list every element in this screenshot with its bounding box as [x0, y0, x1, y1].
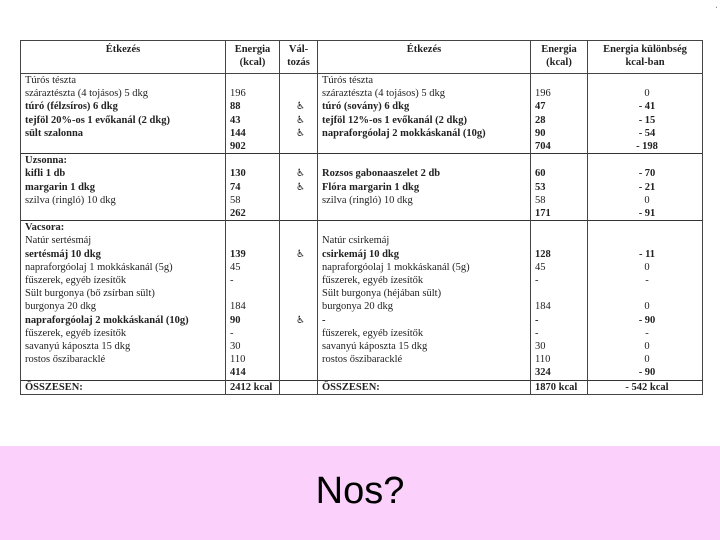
kcal-left-cell: 902 — [226, 140, 280, 154]
food-right-cell: savanyú káposzta 15 dkg — [318, 340, 531, 353]
wheelchair-icon: ♿ — [296, 248, 305, 260]
kcal-left-cell: 184 — [226, 300, 280, 313]
kcal-left-cell — [226, 221, 280, 235]
diff-cell: - 54 — [588, 127, 703, 140]
section-label: Vacsora: — [21, 221, 226, 235]
food-right-cell: csirkemáj 10 dkg — [318, 248, 531, 261]
total-change-cell — [280, 380, 318, 394]
table-row — [21, 100, 703, 113]
food-left-cell: sertésmáj 10 dkg — [21, 248, 226, 261]
change-icon — [280, 100, 318, 113]
diff-cell: - 198 — [588, 140, 703, 154]
meal-comparison-table — [20, 40, 703, 395]
food-right-cell: napraforgóolaj 1 mokkáskanál (5g) — [318, 261, 531, 274]
change-cell — [280, 287, 318, 300]
total-kcal-right: 1870 kcal — [531, 380, 588, 394]
corner-mark: . — [714, 0, 718, 11]
kcal-left-cell: 90 — [226, 314, 280, 327]
header-energy-left: Energia (kcal) — [226, 41, 280, 74]
diff-cell: - 90 — [588, 366, 703, 380]
table-row — [21, 221, 703, 235]
food-right-cell: rostos őszibaracklé — [318, 353, 531, 366]
food-left-cell: Natúr sertésmáj — [21, 234, 226, 247]
food-right-cell: fűszerek, egyéb ízesítők — [318, 327, 531, 340]
kcal-left-cell: 139 — [226, 248, 280, 261]
total-label-left: ÖSSZESEN: — [21, 380, 226, 394]
wheelchair-icon: ♿ — [296, 181, 305, 193]
total-label-right: ÖSSZESEN: — [318, 380, 531, 394]
change-cell — [280, 300, 318, 313]
table-header-row — [21, 41, 703, 74]
food-right-cell: Flóra margarin 1 dkg — [318, 181, 531, 194]
change-icon — [280, 114, 318, 127]
diff-cell: 0 — [588, 300, 703, 313]
kcal-left-cell: 88 — [226, 100, 280, 113]
food-right-cell: tejföl 12%-os 1 evőkanál (2 dkg) — [318, 114, 531, 127]
kcal-right-cell: 196 — [531, 87, 588, 100]
kcal-left-cell: 144 — [226, 127, 280, 140]
kcal-left-cell: 43 — [226, 114, 280, 127]
header-change: Vál- tozás — [280, 41, 318, 74]
kcal-right-cell: - — [531, 327, 588, 340]
table-row — [21, 74, 703, 88]
change-icon — [280, 127, 318, 140]
change-cell — [280, 154, 318, 168]
kcal-left-cell — [226, 154, 280, 168]
kcal-left-cell: 110 — [226, 353, 280, 366]
food-left-cell: sült szalonna — [21, 127, 226, 140]
header-energy-right: Energia (kcal) — [531, 41, 588, 74]
food-right-cell: túró (sovány) 6 dkg — [318, 100, 531, 113]
diff-cell — [588, 221, 703, 235]
food-left-cell: száraztészta (4 tojásos) 5 dkg — [21, 87, 226, 100]
table-row — [21, 194, 703, 207]
diff-cell: - 11 — [588, 248, 703, 261]
kcal-left-cell — [226, 287, 280, 300]
kcal-right-cell: 171 — [531, 207, 588, 221]
kcal-left-cell — [226, 74, 280, 88]
food-left-cell: savanyú káposzta 15 dkg — [21, 340, 226, 353]
food-left-cell: fűszerek, egyéb ízesítők — [21, 327, 226, 340]
kcal-left-cell: 196 — [226, 87, 280, 100]
table-row — [21, 140, 703, 154]
diff-cell: 0 — [588, 194, 703, 207]
kcal-right-cell — [531, 74, 588, 88]
kcal-right-cell: 47 — [531, 100, 588, 113]
wheelchair-icon: ♿ — [296, 101, 305, 113]
kcal-left-cell — [226, 234, 280, 247]
table-row — [21, 87, 703, 100]
kcal-right-cell: - — [531, 314, 588, 327]
food-left-cell: kifli 1 db — [21, 167, 226, 180]
total-kcal-left: 2412 kcal — [226, 380, 280, 394]
kcal-right-cell — [531, 154, 588, 168]
kcal-left-cell: 130 — [226, 167, 280, 180]
table-row — [21, 181, 703, 194]
change-cell — [280, 327, 318, 340]
diff-cell — [588, 154, 703, 168]
food-right-cell — [318, 221, 531, 235]
diff-cell — [588, 287, 703, 300]
diff-cell — [588, 234, 703, 247]
diff-cell: - 15 — [588, 114, 703, 127]
table-row — [21, 274, 703, 287]
food-right-cell — [318, 207, 531, 221]
change-cell — [280, 207, 318, 221]
food-right-cell: burgonya 20 dkg — [318, 300, 531, 313]
diff-cell: - 21 — [588, 181, 703, 194]
change-cell — [280, 234, 318, 247]
kcal-right-cell: 324 — [531, 366, 588, 380]
change-icon — [280, 167, 318, 180]
kcal-right-cell — [531, 234, 588, 247]
kcal-right-cell: 58 — [531, 194, 588, 207]
change-cell — [280, 221, 318, 235]
table-row — [21, 207, 703, 221]
food-left-cell — [21, 140, 226, 154]
slide-caption: Nos? — [315, 470, 405, 512]
total-row — [21, 380, 703, 394]
food-right-cell — [318, 140, 531, 154]
table-row — [21, 340, 703, 353]
wheelchair-icon: ♿ — [296, 127, 305, 139]
header-energy-difference: Energia különbség kcal-ban — [588, 41, 703, 74]
table-row — [21, 327, 703, 340]
change-cell — [280, 194, 318, 207]
diff-cell: 0 — [588, 261, 703, 274]
wheelchair-icon: ♿ — [296, 314, 305, 326]
diff-cell: - 70 — [588, 167, 703, 180]
table-row — [21, 366, 703, 380]
table-row — [21, 114, 703, 127]
food-left-cell: margarin 1 dkg — [21, 181, 226, 194]
header-food-right: Étkezés — [318, 41, 531, 74]
kcal-right-cell: 110 — [531, 353, 588, 366]
kcal-left-cell: - — [226, 274, 280, 287]
kcal-right-cell: 30 — [531, 340, 588, 353]
section-label: Uzsonna: — [21, 154, 226, 168]
header-food-left: Étkezés — [21, 41, 226, 74]
change-cell — [280, 353, 318, 366]
change-icon — [280, 181, 318, 194]
diff-cell: - — [588, 274, 703, 287]
kcal-right-cell: - — [531, 274, 588, 287]
total-diff: - 542 kcal — [588, 380, 703, 394]
table-row — [21, 154, 703, 168]
food-left-cell: szilva (ringló) 10 dkg — [21, 194, 226, 207]
food-right-cell: Sült burgonya (héjában sült) — [318, 287, 531, 300]
table-row — [21, 353, 703, 366]
kcal-right-cell: 184 — [531, 300, 588, 313]
table-row — [21, 314, 703, 327]
change-cell — [280, 261, 318, 274]
kcal-right-cell: 28 — [531, 114, 588, 127]
food-left-cell: napraforgóolaj 1 mokkáskanál (5g) — [21, 261, 226, 274]
food-right-cell: szilva (ringló) 10 dkg — [318, 194, 531, 207]
change-cell — [280, 87, 318, 100]
change-cell — [280, 140, 318, 154]
food-right-cell: napraforgóolaj 2 mokkáskanál (10g) — [318, 127, 531, 140]
food-right-cell: fűszerek, egyéb ízesítők — [318, 274, 531, 287]
table-row — [21, 287, 703, 300]
food-left-cell: Sült burgonya (bő zsírban sült) — [21, 287, 226, 300]
food-right-cell — [318, 366, 531, 380]
diff-cell: - — [588, 327, 703, 340]
kcal-right-cell: 90 — [531, 127, 588, 140]
food-left-cell: Túrós tészta — [21, 74, 226, 88]
kcal-left-cell: 30 — [226, 340, 280, 353]
kcal-right-cell: 704 — [531, 140, 588, 154]
food-right-cell: Rozsos gabonaaszelet 2 db — [318, 167, 531, 180]
table-row — [21, 248, 703, 261]
kcal-right-cell — [531, 287, 588, 300]
food-right-cell — [318, 154, 531, 168]
kcal-right-cell: 45 — [531, 261, 588, 274]
table-row — [21, 234, 703, 247]
table-row — [21, 300, 703, 313]
food-right-cell: - — [318, 314, 531, 327]
diff-cell — [588, 74, 703, 88]
kcal-right-cell — [531, 221, 588, 235]
food-left-cell: napraforgóolaj 2 mokkáskanál (10g) — [21, 314, 226, 327]
kcal-left-cell: 58 — [226, 194, 280, 207]
food-left-cell: túró (félzsíros) 6 dkg — [21, 100, 226, 113]
table-body — [21, 74, 703, 381]
change-cell — [280, 274, 318, 287]
change-cell — [280, 74, 318, 88]
kcal-right-cell: 128 — [531, 248, 588, 261]
kcal-right-cell: 60 — [531, 167, 588, 180]
diff-cell: - 41 — [588, 100, 703, 113]
kcal-left-cell: 45 — [226, 261, 280, 274]
food-left-cell: fűszerek, egyéb ízesítők — [21, 274, 226, 287]
wheelchair-icon: ♿ — [296, 114, 305, 126]
food-left-cell: burgonya 20 dkg — [21, 300, 226, 313]
change-icon — [280, 314, 318, 327]
kcal-right-cell: 53 — [531, 181, 588, 194]
table-row — [21, 167, 703, 180]
food-left-cell — [21, 366, 226, 380]
table-row — [21, 127, 703, 140]
diff-cell: - 90 — [588, 314, 703, 327]
food-left-cell: tejföl 20%-os 1 evőkanál (2 dkg) — [21, 114, 226, 127]
kcal-left-cell: 74 — [226, 181, 280, 194]
diff-cell: 0 — [588, 353, 703, 366]
change-cell — [280, 366, 318, 380]
table-row — [21, 261, 703, 274]
change-cell — [280, 340, 318, 353]
wheelchair-icon: ♿ — [296, 168, 305, 180]
diff-cell: 0 — [588, 87, 703, 100]
change-icon — [280, 248, 318, 261]
kcal-left-cell: - — [226, 327, 280, 340]
diff-cell: - 91 — [588, 207, 703, 221]
food-left-cell — [21, 207, 226, 221]
kcal-left-cell: 414 — [226, 366, 280, 380]
food-right-cell: száraztészta (4 tojásos) 5 dkg — [318, 87, 531, 100]
diff-cell: 0 — [588, 340, 703, 353]
food-left-cell: rostos őszibaracklé — [21, 353, 226, 366]
kcal-left-cell: 262 — [226, 207, 280, 221]
food-right-cell: Túrós tészta — [318, 74, 531, 88]
food-right-cell: Natúr csirkemáj — [318, 234, 531, 247]
